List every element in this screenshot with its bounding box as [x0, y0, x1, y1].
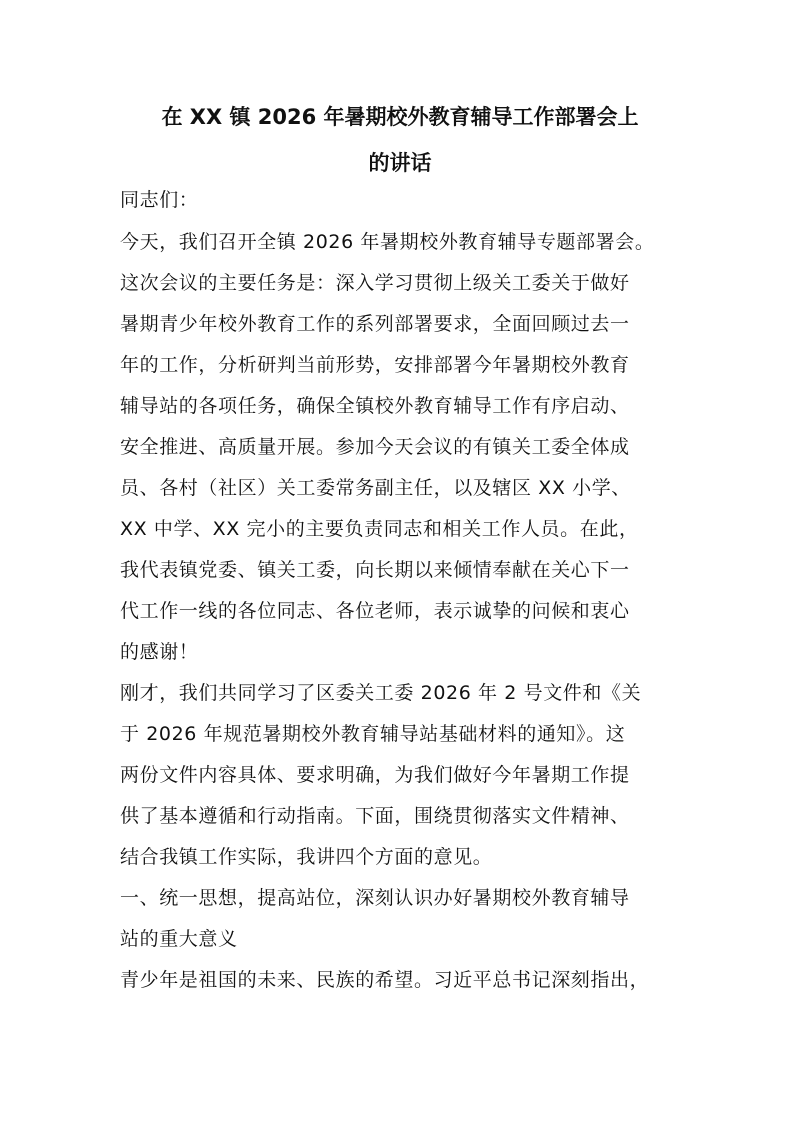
- body-line: 刚才，我们共同学习了区委关工委 2026 年 2 号文件和《关: [120, 682, 642, 704]
- body-line: 暑期青少年校外教育工作的系列部署要求，全面回顾过去一: [120, 313, 630, 335]
- body-line: 我代表镇党委、镇关工委，向长期以来倾情奉献在关心下一: [120, 559, 630, 581]
- body-line: 今天，我们召开全镇 2026 年暑期校外教育辅导专题部署会。: [120, 231, 655, 253]
- document-title-line-1: 在 XX 镇 2026 年暑期校外教育辅导工作部署会上: [161, 105, 639, 129]
- body-line: 结合我镇工作实际，我讲四个方面的意见。: [120, 846, 493, 868]
- body-line: XX 中学、XX 完小的主要负责同志和相关工作人员。在此，: [120, 518, 639, 540]
- body-line: 代工作一线的各位同志、各位老师，表示诚挚的问候和衷心: [120, 600, 630, 622]
- body-line: 年的工作，分析研判当前形势，安排部署今年暑期校外教育: [120, 354, 630, 376]
- body-line: 这次会议的主要任务是：深入学习贯彻上级关工委关于做好: [120, 272, 630, 294]
- body-line: 同志们：: [120, 189, 199, 211]
- body-line: 辅导站的各项任务，确保全镇校外教育辅导工作有序启动、: [120, 395, 630, 417]
- section-heading-line: 站的重大意义: [120, 928, 238, 950]
- section-heading-line: 一、统一思想，提高站位，深刻认识办好暑期校外教育辅导: [120, 887, 630, 909]
- document-title-line-2: 的讲话: [368, 151, 432, 175]
- body-line: 于 2026 年规范暑期校外教育辅导站基础材料的通知》。这: [120, 723, 626, 745]
- body-line: 安全推进、高质量开展。参加今天会议的有镇关工委全体成: [120, 436, 630, 458]
- body-line: 青少年是祖国的未来、民族的希望。习近平总书记深刻指出，: [120, 969, 650, 991]
- body-line: 供了基本遵循和行动指南。下面，围绕贯彻落实文件精神、: [120, 805, 630, 827]
- body-line: 的感谢！: [120, 641, 199, 663]
- body-line: 两份文件内容具体、要求明确，为我们做好今年暑期工作提: [120, 764, 630, 786]
- body-line: 员、各村（社区）关工委常务副主任，以及辖区 XX 小学、: [120, 477, 631, 499]
